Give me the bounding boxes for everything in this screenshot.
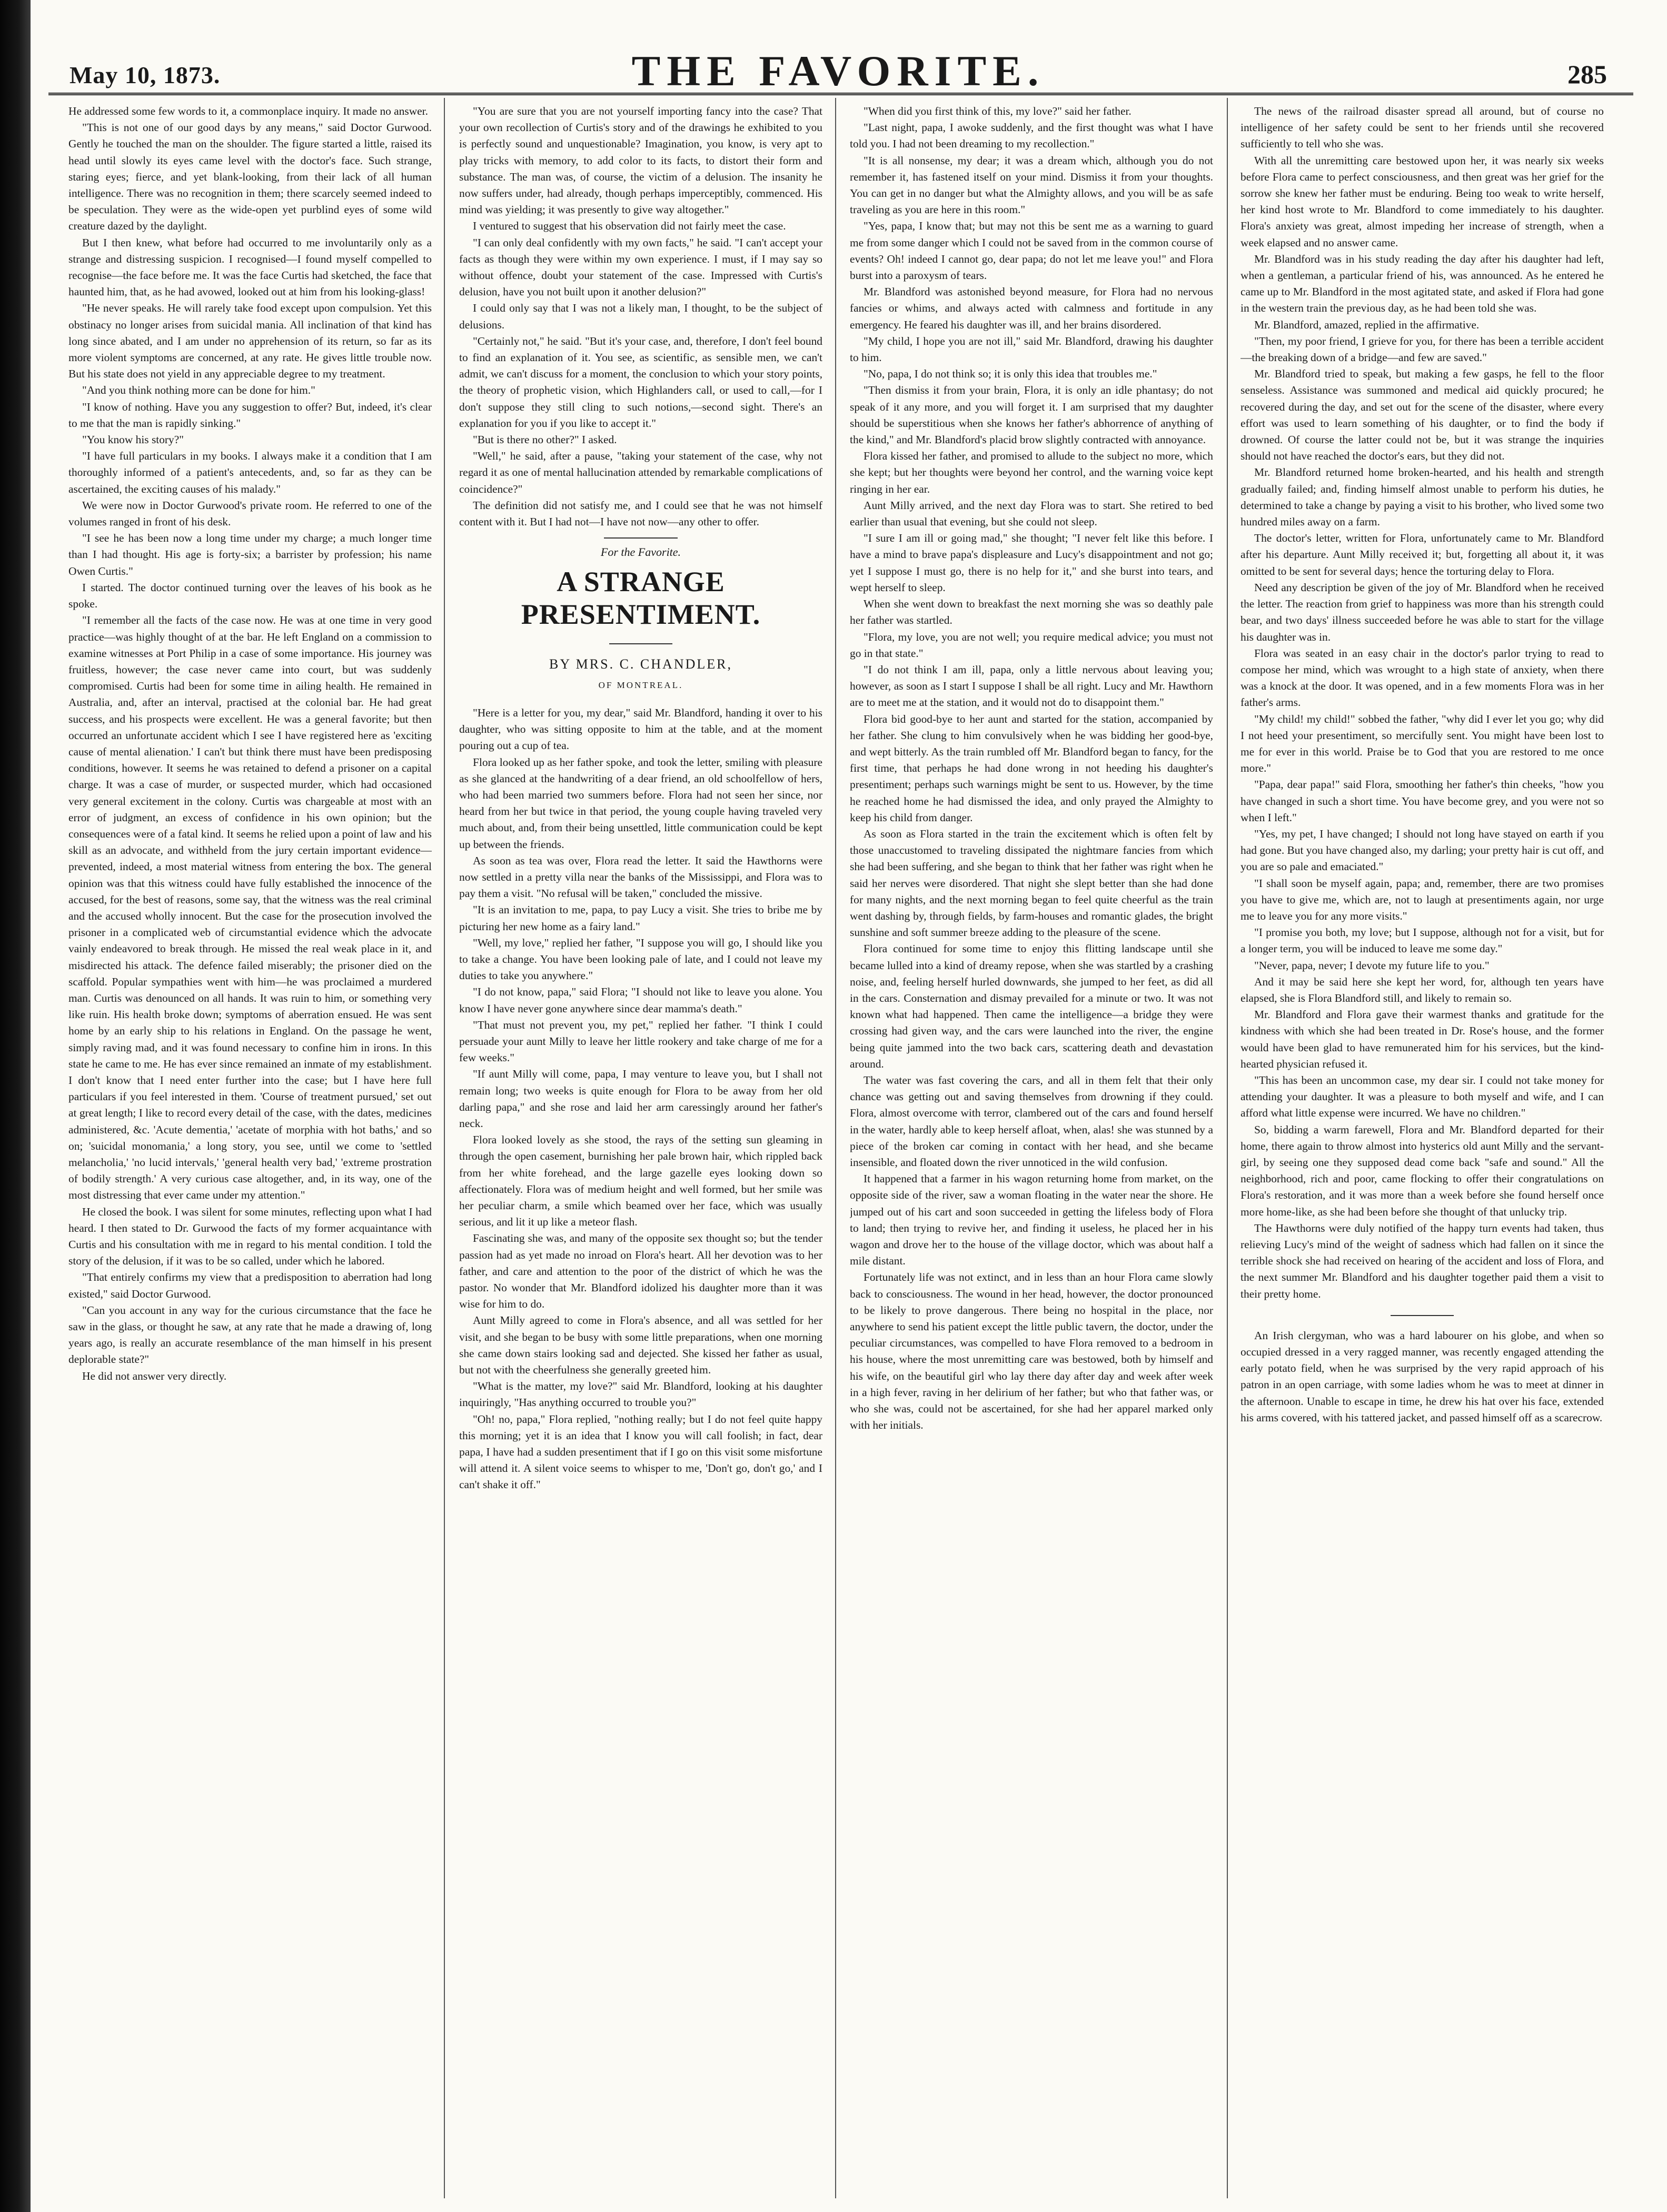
paragraph: Mr. Blandford was astonished beyond measure, for Flora had no nervous fancies or whims, and always acted with calmness and fortitude in any emergency. He feared his daughter was ill, and her brains disordered.	[850, 285, 1213, 331]
paragraph: He closed the book. I was silent for some minutes, reflecting upon what I had heard. I then stated to Dr. Gurwood the facts of my former acquaintance with Curtis and his consultation with me in regard to his mental condition. I told the story of the delusion, if it was to be so called, under which he labored.	[68, 1205, 432, 1268]
paragraph: "Well, my love," replied her father, "I suppose you will go, I should like you to take a change. You have been looking pale of late, and I could not leave my duties to take you anywhere."	[459, 936, 822, 982]
column-divider	[444, 98, 445, 2198]
paragraph: "This has been an uncommon case, my dear sir. I could not take money for attending your daughter. It was a pleasure to both myself and wife, and I can afford what little expense were incurred. We have no children."	[1241, 1073, 1604, 1120]
paragraph: The doctor's letter, written for Flora, unfortunately came to Mr. Blandford after his departure. Aunt Milly received it; but, forgetting all about it, it was omitted to be sent for several days; hence the torturing delay to Flora.	[1241, 532, 1604, 577]
paragraph: Aunt Milly agreed to come in Flora's absence, and all was settled for her visit, and she began to be busy with some little preparations, when one morning she came down stairs looking sad and dejected. She kissed her father as usual, but not with the cheerfulness she generally greeted him.	[459, 1314, 822, 1377]
paragraph: "I shall soon be myself again, papa; and, remember, there are two promises you have to give me, which are, not to laugh at presentiments again, nor urge me to leave you for any more visits."	[1241, 876, 1604, 922]
paragraph: "My child! my child!" sobbed the father, "why did I ever let you go; why did I not heed your presentiment, so mercifully sent. You might have been lost to me for ever in this world. Praise be to God that you are restored to me once more."	[1241, 712, 1604, 775]
newspaper-title: THE FAVORITE.	[631, 47, 1045, 95]
paragraph: Flora looked up as her father spoke, and took the letter, smiling with pleasure as she glanced at the handwriting of a dear friend, an old schoolfellow of hers, who had been married two summers before. Flora had not seen her since, nor heard from her but twice in that period, the young couple having traveled very much about, and, from their being unsettled, little communication could be kept up between the friends.	[459, 755, 822, 851]
paragraph: "You know his story?"	[82, 433, 184, 446]
title-rule	[609, 643, 672, 644]
paragraph: "You are sure that you are not yourself importing fancy into the case? That your own recollection of Curtis's story and of the drawings he exhibited to you is perfectly sound and unquestionable? Imagination, you know, is very apt to play tricks with memory, to add color to its facts, to distort their form and substance. The man was, of course, the victim of a delusion. The insanity he now suffers under, had already, though perhaps imperceptibly, commenced. His mind was yielding; it was presently to give way altogether."	[459, 105, 822, 216]
paragraph: "He never speaks. He will rarely take food except upon compulsion. Yet this obstinacy no longer arises from suicidal mania. All inclination of that kind has long since abated, and I am under no apprehension of its return, so far as its more violent symptoms are concerned, at any rate. He gives little trouble now. But his state does not yield in any appreciable degree to my treatment.	[68, 302, 432, 381]
section-rule	[1391, 1315, 1454, 1316]
paragraph: "Certainly not," he said. "But it's your case, and, therefore, I don't feel bound to find an explanation of it. You see, as scientific, as sensible men, we can't admit, we can't discuss for a moment, the conclusion to which your story points, the theory of prophetic vision, which Highlanders call, or used to call,—for I don't suppose they still cling to such notions,—second sight. There's an explanation for you if you like to accept it."	[459, 334, 822, 430]
issue-date: May 10, 1873.	[70, 62, 221, 88]
paragraph: "I sure I am ill or going mad," she thought; "I never felt like this before. I have a mind to brave papa's displeasure and Lucy's disappointment and not go; yet I suppose I must go, there is no help for it," and she burst into tears, and wept herself to sleep.	[850, 532, 1213, 594]
binding-shadow	[0, 0, 31, 2212]
paragraph: "Yes, papa, I know that; but may not this be sent me as a warning to guard me from some danger which I could not be saved from in the common course of events? Oh! indeed I cannot go, dear papa; do not let me leave you!" and Flora burst into a paroxysm of tears.	[850, 220, 1213, 282]
paragraph: "It is all nonsense, my dear; it was a dream which, although you do not remember it, has fastened itself on your mind. Dismiss it from your thoughts. You can get in no danger but what the Almighty allows, and you will be as safe traveling as you are here in this room."	[850, 154, 1213, 216]
paragraph: "This is not one of our good days by any means," said Doctor Gurwood. Gently he touched the man on the shoulder. The figure started a little, raised its head until slowly its eyes came level with the doctor's face. Such strange, staring eyes; fierce, and yet blank-looking, from their lack of all human intelligence. There was no recognition in them; there scarcely seemed indeed to be speculation. They were as the wide-open yet purblind eyes of some wild creature dazed by the daylight.	[68, 121, 432, 233]
paragraph: "Yes, my pet, I have changed; I should not long have stayed on earth if you had gone. But you have changed also, my darling; your pretty hair is cut off, and you are so pale and emaciated."	[1241, 827, 1604, 873]
paragraph: "It is an invitation to me, papa, to pay Lucy a visit. She tries to bribe me by picturing her new home as a fairy land."	[459, 903, 822, 933]
paragraph: Mr. Blandford, amazed, replied in the affirmative.	[1254, 318, 1480, 331]
section-rule	[604, 537, 678, 539]
paragraph: "No, papa, I do not think so; it is only this idea that troubles me."	[864, 367, 1157, 381]
paragraph: "That must not prevent you, my pet," replied her father. "I think I could persuade your aunt Milly to leave her little rookery and take charge of me for a few weeks."	[459, 1018, 822, 1064]
paragraph: I ventured to suggest that his observation did not fairly meet the case.	[473, 220, 786, 233]
paragraph: Mr. Blandford tried to speak, but making a few gasps, he fell to the floor senseless. Assistance was summoned and medical aid quickly procured; he recovered during the day, and set out for the scene of the disaster, where every effort was used to learn something of his daughter, or to find the body if drowned. Of course the latter could not be, but it was strange the inquiries should not have reached the doctor's ears, but they did not.	[1241, 367, 1604, 463]
paragraph: "That entirely confirms my view that a predisposition to aberration had long existed," said Doctor Gurwood.	[68, 1271, 432, 1300]
paragraph: "Here is a letter for you, my dear," said Mr. Blandford, handing it over to his daughter, who was sitting opposite to him at the table, and at the moment pouring out a cup of tea.	[459, 706, 822, 752]
paragraph: And it may be said here she kept her word, for, although ten years have elapsed, she is Flora Blandford still, and likely to remain so.	[1241, 975, 1604, 1004]
paragraph: "Then, my poor friend, I grieve for you, for there has been a terrible accident—the breaking down of a bridge—and few are saved."	[1241, 334, 1604, 364]
paragraph: Need any description be given of the joy of Mr. Blandford when he received the letter. The reaction from grief to happiness was more than his strength could bear, and two days' illness succeeded before he was able to start for the village his daughter was in.	[1241, 581, 1604, 643]
column-divider	[1227, 98, 1228, 2198]
paragraph: "Papa, dear papa!" said Flora, smoothing her father's thin cheeks, "how you have changed in such a short time. You have become grey, and you were not so when I left."	[1241, 778, 1604, 824]
paragraph: "Last night, papa, I awoke suddenly, and the first thought was what I have told you. I had not been dreaming to my recollection."	[850, 121, 1213, 151]
paragraph: We were now in Doctor Gurwood's private room. He referred to one of the volumes ranged in front of his desk.	[68, 499, 432, 529]
paragraph: "I see he has been now a long time under my charge; a much longer time than I had thought. His age is forty-six; a barrister by profession; his name Owen Curtis."	[68, 532, 432, 577]
header-rule	[48, 93, 1633, 95]
anecdote-paragraph: An Irish clergyman, who was a hard labourer on his globe, and when so occupied dressed in a very ragged manner, was recently engaged attending the early potato field, when he was surprised by the very rapid approach of his patron in an open carriage, with some ladies whom he was to meet at dinner in the afternoon. Unable to escape in time, he drew his hat over his face, extended his arms covered, with his tattered jacket, and passed himself off as a scarecrow.	[1241, 1329, 1604, 1424]
paragraph: "And you think nothing more can be done for him."	[82, 384, 315, 397]
paragraph: As soon as Flora started in the train the excitement which is often felt by those unaccustomed to traveling dissipated the nightmare fancies from which she had been suffering, and she began to think that her father was right when he said her nerves were disordered. That night she slept better than she had done for many nights, and the next morning began to feel quite cheerful as the train went dashing by, through fields, by farm-houses and romantic glades, the bright sunshine and soft summer breeze adding to the pleasure of the scene.	[850, 827, 1213, 939]
column-4	[1241, 103, 1604, 2183]
paragraph: With all the unremitting care bestowed upon her, it was nearly six weeks before Flora came to perfect consciousness, and then great was her grief for the sorrow she knew her father must be enduring. Being too weak to write herself, her kind host wrote to Mr. Blandford to come immediately to his daughter. Flora's anxiety was great, almost impeding her increase of strength, when a week elapsed and no answer came.	[1241, 154, 1604, 249]
story-byline: BY MRS. C. CHANDLER,	[549, 656, 732, 672]
paragraph: The definition did not satisfy me, and I could see that he was not himself content with it. But I had not—I have not now—any other to offer.	[459, 499, 822, 529]
column-1	[68, 103, 432, 2183]
page-number: 285	[1567, 59, 1607, 89]
column-2	[459, 103, 822, 2183]
paragraph: "Never, papa, never; I devote my future life to you."	[1254, 959, 1490, 972]
paragraph: "Well," he said, after a pause, "taking your statement of the case, why not regard it as one of mental hallucination attended by remarkable complications of coincidence?"	[459, 450, 822, 495]
paragraph: Fortunately life was not extinct, and in less than an hour Flora came slowly back to consciousness. The wound in her head, however, the doctor pronounced to be likely to prove dangerous. There being no hospital in the place, nor anywhere to send his patient except the little public tavern, the doctor, under the peculiar circumstances, was compelled to have Flora removed to a bedroom in his house, where the most unremitting care was bestowed, both by himself and his wife, on the beautiful girl who lay there day after day and week after week in a high fever, raving in her delirium of her father; but who that father was, or who she was, could not be ascertained, for she had her apparel marked only with her initials.	[850, 1271, 1213, 1432]
paragraph: When she went down to breakfast the next morning she was so deathly pale her father was startled.	[850, 597, 1213, 627]
paragraph: "Then dismiss it from your brain, Flora, it is only an idle phantasy; do not speak of it any more, and you will forget it. I am surprised that my daughter should be superstitious when she knows her father's abhorrence of anything of the kind," and Mr. Blandford's placid brow slightly contracted with annoyance.	[850, 384, 1213, 446]
paragraph: It happened that a farmer in his wagon returning home from market, on the opposite side of the river, saw a woman floating in the water near the shore. He jumped out of his cart and soon succeeded in getting the lifeless body of Flora to land; then trying to revive her, and finding it useless, he placed her in his wagon and drove her to the house of the village doctor, which was about half a mile distant.	[850, 1172, 1213, 1268]
paragraph: Aunt Milly arrived, and the next day Flora was to start. She retired to bed earlier than usual that evening, but she could not sleep.	[850, 499, 1213, 529]
paragraph: Mr. Blandford returned home broken-hearted, and his health and strength gradually failed; and, finding himself almost unable to perform his duties, he determined to take a change by paying a visit to his brother, who lived some two hundred miles away on a farm.	[1241, 466, 1604, 529]
paragraph: Fascinating she was, and many of the opposite sex thought so; but the tender passion had as yet made no inroad on Flora's heart. All her devotion was to her father, and care and attention to the poor of the district of which he was the pastor. No wonder that Mr. Blandford idolized his daughter more than it was wise for him to do.	[459, 1232, 822, 1311]
paragraph: So, bidding a warm farewell, Flora and Mr. Blandford departed for their home, there again to throw almost into hysterics old aunt Milly and the servant-girl, by seeing one they supposed dead come back "safe and sound." All the neighborhood, rich and poor, came flocking to offer their congratulations on Flora's restoration, and it was more than a week before she found herself once more home-like, as she had been before she thought of that unlucky trip.	[1241, 1123, 1604, 1218]
paragraph: The Hawthorns were duly notified of the happy turn events had taken, thus relieving Lucy's mind of the weight of sadness which had fallen on it since the terrible shock she had received on hearing of the accident and loss of Flora, and the next summer Mr. Blandford and his daughter together paid them a visit to their pretty home.	[1241, 1221, 1604, 1300]
paragraph: "I do not know, papa," said Flora; "I should not like to leave you alone. You know I have never gone anywhere since dear mamma's death."	[459, 985, 822, 1015]
paragraph: Flora was seated in an easy chair in the doctor's parlor trying to read to compose her mind, which was wrought to a high state of anxiety, when there was a knock at the door. It was opened, and in a few moments Flora was in her father's arms.	[1241, 646, 1604, 709]
paragraph: He addressed some few words to it, a commonplace inquiry. It made no answer.	[68, 105, 428, 117]
paragraph: Mr. Blandford was in his study reading the day after his daughter had left, when a gentleman, a particular friend of his, was announced. As he entered he came up to Mr. Blandford in the most agitated state, and asked if Flora had gone in the western train the previous day, as he had been told she was.	[1241, 252, 1604, 315]
paragraph: Flora kissed her father, and promised to allude to the subject no more, which she kept; but her thoughts were beyond her control, and the warning voice kept ringing in her ear.	[850, 450, 1213, 495]
paragraph: "I promise you both, my love; but I suppose, although not for a visit, but for a longer term, you will be induced to leave me some day."	[1241, 926, 1604, 955]
paragraph: "When did you first think of this, my love?" said her father.	[864, 105, 1132, 117]
paragraph: "What is the matter, my love?" said Mr. Blandford, looking at his daughter inquiringly, "Has anything occurred to trouble you?"	[459, 1380, 822, 1409]
story-source-line: For the Favorite.	[600, 545, 681, 559]
paragraph: "I can only deal confidently with my own facts," he said. "I can't accept your facts as though they were within my own experience. I must, if I may say so without offence, doubt your statement of the case. Impressed with Curtis's delusion, have you not built upon it another delusion?"	[459, 236, 822, 298]
paragraph: "If aunt Milly will come, papa, I may venture to leave you, but I shall not remain long; two weeks is quite enough for Flora to be away from her old darling papa," and she rose and laid her arm caressingly around her father's neck.	[459, 1068, 822, 1130]
masthead	[48, 41, 1628, 95]
paragraph: I could only say that I was not a likely man, I thought, to be the subject of delusions.	[459, 302, 822, 331]
paragraph: "My child, I hope you are not ill," said Mr. Blandford, drawing his daughter to him.	[850, 334, 1213, 364]
paragraph: The water was fast covering the cars, and all in them felt that their only chance was getting out and saving themselves from drowning if they could. Flora, almost overcome with terror, clambered out of the cars and found herself in the water, hardly able to keep herself afloat, when, alas! she was stunned by a piece of the broken car coming in contact with her head, and she became insensible, and floated down the river unnoticed in the wild confusion.	[850, 1073, 1213, 1169]
paragraph: "Oh! no, papa," Flora replied, "nothing really; but I do not feel quite happy this morning; yet it is an idea that I know you will call foolish; in fact, dear papa, I have had a sudden presentiment that if I go on this visit some misfortune will attend it. A silent voice seems to whisper to me, 'Don't go, don't go,' and I can't shake it off."	[459, 1412, 822, 1491]
story-title: A STRANGE PRESENTIMENT.	[521, 566, 761, 631]
paragraph: "I have full particulars in my books. I always make it a condition that I am thoroughly informed of a patient's antecedents, and, so far as they can be ascertained, the exciting causes of his malady."	[68, 450, 432, 495]
paragraph: "I remember all the facts of the case now. He was at one time in very good practice—was highly thought of at the bar. He left England on a commission to examine witnesses at Port Philip in a case of some importance. His journey was fruitless, however; the case never came into court, but was suddenly compromised. Curtis had been for some time in ailing health. He remained in Australia, and, after an interval, practised at the colonial bar. He had great success, and his prospects were excellent. He was a general favorite; but then occurred an unfortunate accident which I see I have registered here as 'exciting cause of mental alienation.' I can't but think there must have been predisposing conditions, however. It seems he was retained to defend a prisoner on a capital charge. It was a case of murder, or suspected murder, which had occasioned very general excitement in the colony. Curtis was chargeable at most with an error of judgment, an excess of confidence in his own opinion; but the consequences were of a fatal kind. It seems he relied upon a point of law and his skill as an advocate, and withheld from the jury certain important evidence—prevented, indeed, a most material witness from entering the box. The general opinion was that this witness could have fully established the innocence of the accused, for the best of reasons, some say, that the witness was the real criminal and the accused wholly innocent. But the case for the prosecution involved the prisoner in a complicated web of circumstantial evidence which the advocate vainly endeavored to break through. He missed the real weak place in it, and misdirected his attack. The defence failed miserably; the prisoner died on the scaffold. Popular sympathies went with him—he was proclaimed a murdered man. Curtis was denounced on all hands. It was ruin to him, or something very like ruin. His health broke down; symptoms of aberration ensued. He was sent home by an early ship to his relations in England. On the passage he went, simply raving mad, and it was found necessary to confine him in irons. In this state he came to me. He has ever since remained an inmate of my establishment. I don't know that I need enter further into the case; but I have here full particulars if you feel interested in them. 'Course of treatment pursued,' set out at great length; I like to record every detail of the case, with the dates, medicines administered, &c. 'Acute dementia,' 'acetate of morphia with hot baths,' and so on; 'suicidal monomania,' a long story, you see, until we come to 'settled melancholia,' 'no lucid intervals,' 'general health very bad,' 'extreme prostration of bodily strength.' A very curious case altogether, and, in its way, one of the most distressing that ever came under my attention."	[68, 614, 432, 1202]
paragraph: Flora looked lovely as she stood, the rays of the setting sun gleaming in through the open casement, burnishing her pale brown hair, which rippled back from her white forehead, and the large gazelle eyes looking down so affectionately. Flora was of medium height and well formed, but her smile was her peculiar charm, a smile which beamed over her face, which was usually serious, and lit it up like a meteor flash.	[459, 1133, 822, 1229]
paragraph: I started. The doctor continued turning over the leaves of his book as he spoke.	[68, 581, 432, 611]
paragraph: As soon as tea was over, Flora read the letter. It said the Hawthorns were now settled in a pretty villa near the banks of the Mississippi, and Flora was to pay them a visit. "No refusal will be taken," concluded the missive.	[459, 854, 822, 900]
paragraph: "I do not think I am ill, papa, only a little nervous about leaving you; however, as soon as I start I suppose I shall be all right. Lucy and Mr. Hawthorn are to meet me at the station, and it would not do to disappoint them."	[850, 663, 1213, 709]
paragraph: "But is there no other?" I asked.	[473, 433, 617, 446]
paragraph: Mr. Blandford and Flora gave their warmest thanks and gratitude for the kindness with which she had been treated in Dr. Rose's house, and the former would have been glad to have remunerated him for his services, but the kind-hearted physician refused it.	[1241, 1008, 1604, 1070]
column-divider	[835, 98, 836, 2198]
column-3	[850, 103, 1213, 2183]
paragraph: Flora continued for some time to enjoy this flitting landscape until she became lulled into a kind of dreamy repose, when she was startled by a crashing noise, and, feeling herself hurled downwards, she jumped to her feet, as did all in the cars. Consternation and dismay prevailed for a minute or two. It was not known what had happened. Then came the intelligence—a bridge they were crossing had given way, and the cars were launched into the river, the engine being quite jammed into the two back cars, scattering death and devastation around.	[850, 942, 1213, 1070]
paragraph: "Can you account in any way for the curious circumstance that the face he saw in the glass, or thought he saw, at any rate that he made a drawing of, long years ago, is really an accurate resemblance of the man himself in his present deplorable state?"	[68, 1303, 432, 1366]
story-author-location: OF MONTREAL.	[598, 680, 683, 690]
paragraph: Flora bid good-bye to her aunt and started for the station, accompanied by her father. She clung to him convulsively when he was bidding her good-bye, and wept bitterly. As the train rumbled off Mr. Blandford began to fancy, for the first time, that perhaps he had done wrong in not heeding his daughter's presentiment; perhaps such warnings might be sent to us. However, by the time he reached home he had dismissed the idea, and only prayed the Almighty to keep his child from danger.	[850, 712, 1213, 824]
paragraph: The news of the railroad disaster spread all around, but of course no intelligence of her safety could be sent to her friends until she recovered sufficiently to tell who she was.	[1241, 105, 1604, 151]
paragraph: "I know of nothing. Have you any suggestion to offer? But, indeed, it's clear to me that the man is rapidly sinking."	[68, 400, 432, 430]
paragraph: But I then knew, what before had occurred to me involuntarily only as a strange and distressing suspicion. I recognised—I found myself compelled to recognise—the face before me. It was the face Curtis had sketched, the face that haunted him, that, as he had avowed, looked out at him from his looking-glass!	[68, 236, 432, 298]
paragraph: "Flora, my love, you are not well; you require medical advice; you must not go in that state."	[850, 630, 1213, 660]
paragraph: He did not answer very directly.	[82, 1369, 227, 1382]
